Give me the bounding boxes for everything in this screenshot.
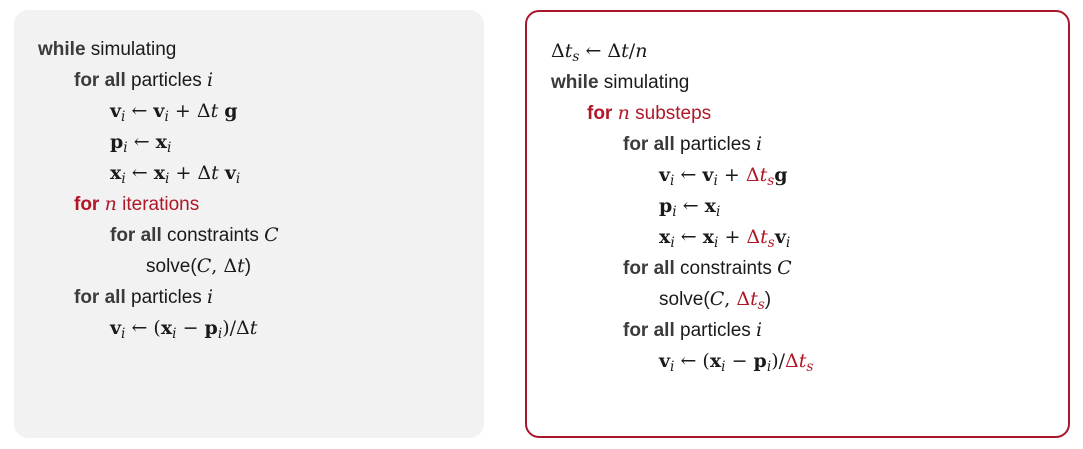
code-line: for all particles i (623, 133, 763, 155)
code-line: $v_i$ ← $v_i + \Delta t$ g (110, 100, 238, 125)
code-line: $v_i$ ← $(x_i - p_i)/\Delta t_s$ (659, 350, 814, 375)
code-line: $v_i$ ← $(x_i - p_i)/\Delta t$ (110, 317, 258, 342)
code-line: for all particles i (623, 319, 763, 341)
code-line-highlight: for n substeps (587, 102, 712, 124)
code-line: solve(C, Δt) (146, 255, 252, 277)
code-line: for all particles i (74, 69, 214, 91)
pseudocode-substepped (527, 12, 833, 397)
code-line: for all particles i (74, 286, 214, 308)
pseudocode-standard (14, 10, 299, 364)
code-line: solve(C, $\Delta t_s$) (659, 288, 772, 313)
code-line-highlight: for n iterations (74, 193, 200, 215)
code-line: $x_i$ ← $x_i + \Delta t$ $v_i$ (110, 162, 241, 187)
code-line: $p_i$ ← $x_i$ (110, 131, 172, 156)
code-line: for all constraints C (623, 257, 792, 279)
code-line: $\Delta t_s$ ← Δt/n (551, 40, 648, 65)
panel-standard-xpbd (14, 10, 484, 438)
code-line: $v_i$ ← $v_i + \Delta t_sg$ (659, 164, 788, 189)
code-line: while simulating (551, 72, 690, 93)
code-line: $p_i$ ← $x_i$ (659, 195, 721, 220)
code-line: while simulating (38, 39, 177, 60)
code-line: $x_i$ ← $x_i + \Delta t_sv_i$ (659, 226, 791, 251)
panel-substepped-xpbd (525, 10, 1070, 438)
code-line: for all constraints C (110, 224, 279, 246)
